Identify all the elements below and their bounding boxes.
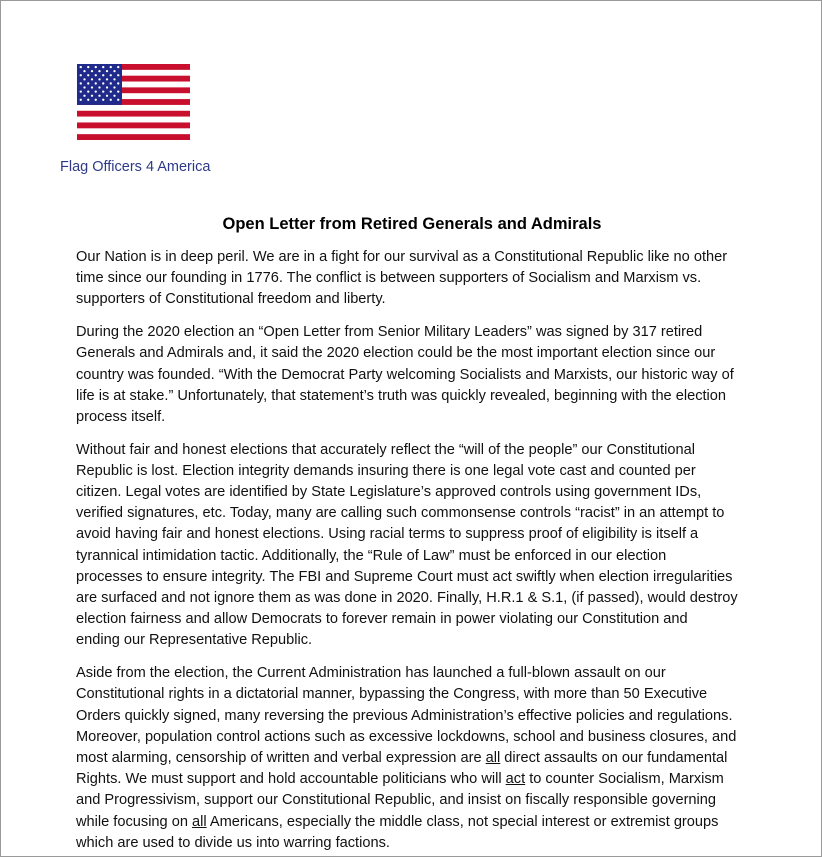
text-line: processes to ensure integrity. The FBI and Supreme Court must act swiftly when election irregularities (76, 568, 733, 585)
flag-star (83, 78, 85, 80)
text-line: During the 2020 election an “Open Letter from Senior Military Leaders” was signed by 317 retired (76, 324, 703, 341)
flag-stripe (77, 128, 190, 134)
text-line: life is at stake.” Unfortunately, that statement’s truth was quickly revealed, beginning with the election (76, 387, 727, 404)
flag-star (87, 66, 89, 68)
flag-star (102, 82, 104, 84)
text-line: Constitutional rights in a dictatorial manner, bypassing the Congress, with more than 50 Executive (76, 686, 708, 703)
letter-paragraph-4 (76, 663, 776, 854)
underlined-word: all (485, 749, 501, 766)
flag-star (87, 90, 89, 92)
text-line: are surfaced and not ignore them as was done in 2020. Finally, H.R.1 & S.1, (if passed), would destroy (76, 590, 738, 607)
flag-stripe (77, 105, 190, 111)
flag-star (91, 86, 93, 88)
flag-star (110, 99, 112, 101)
text-line: Aside from the election, the Current Administration has launched a full-blown assault on our (76, 665, 666, 682)
flag-star (80, 90, 82, 92)
flag-star (95, 66, 97, 68)
text-line: citizen. Legal votes are identified by State Legislature’s approved controls using government IDs, (76, 484, 702, 501)
flag-star (106, 95, 108, 97)
text-line: while focusing on all Americans, especially the middle class, not special interest or extremist groups (76, 813, 719, 830)
letter-paragraph-1 (76, 247, 776, 311)
text-line: most alarming, censorship of written and verbal expression are all direct assaults on our fundamental (76, 749, 728, 766)
text-line: tyrannical intimidation tactic. Additionally, the “Rule of Law” must be enforced in our election (76, 547, 667, 564)
flag-stripe (77, 111, 190, 117)
text-line: verified signatures, etc. Today, many are calling such commonsense controls “racist” in an attempt to (76, 505, 725, 522)
flag-star (113, 95, 115, 97)
text-line: ending our Representative Republic. (76, 632, 313, 649)
flag-star (91, 70, 93, 72)
flag-star (83, 95, 85, 97)
flag-star (87, 82, 89, 84)
text-line: process itself. (76, 408, 166, 425)
flag-star (113, 70, 115, 72)
text-line: Moreover, population control actions such as excessive lockdowns, school and business closures, and (76, 728, 737, 745)
flag-star (95, 74, 97, 76)
text-line: Without fair and honest elections that accurately reflect the “will of the people” our Constitutional (76, 441, 695, 458)
underlined-word: act (505, 771, 526, 788)
flag-star (95, 82, 97, 84)
text-line: supporters of Constitutional freedom and liberty. (76, 291, 386, 308)
flag-star (110, 90, 112, 92)
text-line: Rights. We must support and hold accountable politicians who will act to counter Socialism, Marxism (76, 771, 724, 788)
underlined-word: all (192, 813, 207, 830)
flag-star (106, 70, 108, 72)
organization-name: Flag Officers 4 America (60, 159, 211, 175)
text-line: time since our founding in 1776. The conflict is between supporters of Socialism and Marxism vs. (76, 270, 702, 287)
flag-star (102, 66, 104, 68)
flag-star (80, 74, 82, 76)
flag-star (98, 86, 100, 88)
flag-star (80, 82, 82, 84)
flag-star (91, 78, 93, 80)
flag-star (110, 66, 112, 68)
flag-star (98, 78, 100, 80)
flag-star (80, 66, 82, 68)
flag-star (110, 82, 112, 84)
flag-star (110, 74, 112, 76)
flag-star (87, 99, 89, 101)
letter-paragraph-3 (76, 440, 776, 652)
flag-star (87, 74, 89, 76)
flag-star (113, 86, 115, 88)
text-line: Orders quickly signed, many reversing the previous Administration’s effective policies and regulations. (76, 707, 733, 724)
flag-star (106, 78, 108, 80)
flag-star (102, 74, 104, 76)
text-line: election fairness and allow Democrats to forever remain in power violating our Constitution and (76, 611, 688, 628)
flag-star (91, 95, 93, 97)
flag-star (83, 86, 85, 88)
flag-star (80, 99, 82, 101)
flag-star (113, 78, 115, 80)
text-line: which are used to divide us into warring factions. (76, 834, 390, 851)
letter-body (76, 247, 776, 857)
flag-star (95, 90, 97, 92)
text-line: and Progressivism, support our Constitutional Republic, and insist on fiscally responsible governing (76, 792, 717, 809)
letter-title: Open Letter from Retired Generals and Admirals (222, 215, 602, 233)
flag-star (106, 86, 108, 88)
text-line: Our Nation is in deep peril. We are in a fight for our survival as a Constitutional Republic like no other (76, 249, 728, 265)
flag-star (117, 99, 119, 101)
flag-stripe (77, 117, 190, 123)
flag-stripe (77, 134, 190, 140)
us-flag-icon (77, 64, 190, 140)
text-line: avoid having fair and honest elections. Using racial terms to suppress proof of eligibility is itself a (76, 526, 699, 543)
letter-paragraph-2 (76, 322, 776, 428)
text-line: country was founded. “With the Democrat Party welcoming Socialists and Marxists, our historic way of (76, 366, 734, 383)
flag-star (102, 90, 104, 92)
flag-star (117, 90, 119, 92)
flag-star (83, 70, 85, 72)
flag-star (95, 99, 97, 101)
flag-star (98, 70, 100, 72)
text-line: Republic is lost. Election integrity demands insuring there is one legal vote cast and counted per (76, 462, 696, 479)
flag-stripe (77, 122, 190, 128)
flag-star (117, 74, 119, 76)
flag-star (117, 66, 119, 68)
flag-star (117, 82, 119, 84)
flag-star (98, 95, 100, 97)
text-line: Generals and Admirals and, it said the 2020 election could be the most important election since our (76, 345, 716, 362)
flag-star (102, 99, 104, 101)
